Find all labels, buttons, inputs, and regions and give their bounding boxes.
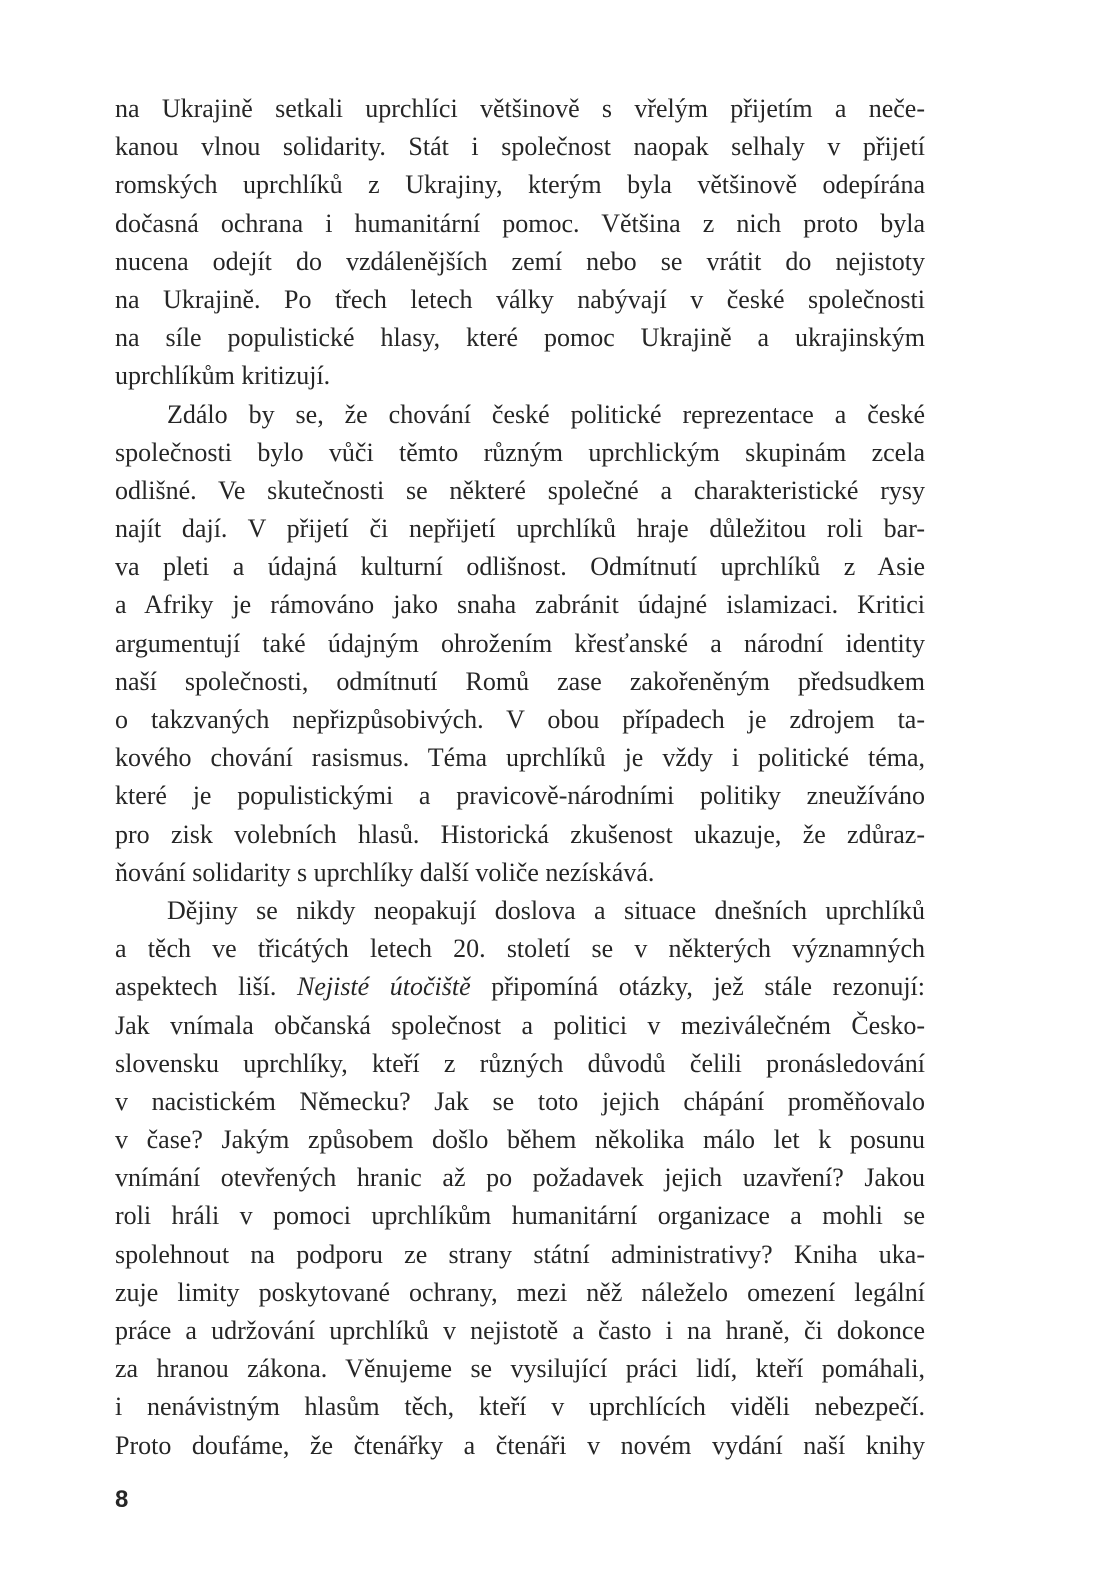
- text-line: najít dají. V přijetí či nepřijetí uprchlíků hraje důležitou roli bar-: [115, 514, 925, 544]
- text-line: argumentují také údajným ohrožením křesťanské a národní identity: [115, 628, 925, 658]
- text-line: pro zisk volebních hlasů. Historická zkušenost ukazuje, že zdůraz-: [115, 819, 925, 849]
- text-line: kanou vlnou solidarity. Stát i společnost naopak selhaly v přijetí: [115, 132, 925, 162]
- text-fragment: aspektech liší.: [115, 972, 297, 1002]
- body-text: [115, 90, 925, 1465]
- text-line: které je populistickými a pravicově-národními politiky zneužíváno: [115, 781, 925, 811]
- text-line: Jak vnímala občanská společnost a politici v meziválečném Česko-: [115, 1010, 925, 1040]
- text-line: za hranou zákona. Věnujeme se vysilující práci lidí, kteří pomáhali,: [115, 1354, 925, 1384]
- text-line: o takzvaných nepřizpůsobivých. V obou případech je zdrojem ta-: [115, 705, 925, 734]
- text-line: romských uprchlíků z Ukrajiny, kterým byla většinově odepírána: [115, 170, 925, 200]
- text-fragment: připomíná otázky, jež stále rezonují:: [470, 972, 925, 1002]
- text-line: uprchlíkům kritizují.: [115, 361, 331, 391]
- text-line: ňování solidarity s uprchlíky další voliče nezískává.: [115, 857, 655, 887]
- text-line: v nacistickém Německu? Jak se toto jejich chápání proměňovalo: [115, 1086, 925, 1116]
- text-line-with-title: [115, 968, 925, 1006]
- text-line: na Ukrajině setkali uprchlíci většinově s vřelým přijetím a neče-: [115, 94, 925, 123]
- text-line: v čase? Jakým způsobem došlo během několika málo let k posunu: [115, 1125, 925, 1155]
- text-line: společnosti bylo vůči těmto různým uprchlickým skupinám zcela: [115, 437, 925, 467]
- text-line: dočasná ochrana i humanitární pomoc. Většina z nich proto byla: [115, 208, 925, 238]
- text-line: roli hráli v pomoci uprchlíkům humanitární organizace a mohli se: [115, 1201, 925, 1231]
- text-line: Proto doufáme, že čtenářky a čtenáři v novém vydání naší knihy: [115, 1430, 925, 1460]
- text-line: na síle populistické hlasy, které pomoc Ukrajině a ukrajinským: [115, 323, 925, 353]
- text-line: kového chování rasismus. Téma uprchlíků je vždy i politické téma,: [115, 743, 925, 773]
- text-line: nucena odejít do vzdálenějších zemí nebo se vrátit do nejistoty: [115, 246, 925, 276]
- text-line: va pleti a údajná kulturní odlišnost. Odmítnutí uprchlíků z Asie: [115, 552, 925, 582]
- text-line: vnímání otevřených hranic až po požadavek jejich uzavření? Jakou: [115, 1163, 925, 1193]
- text-line: Dějiny se nikdy neopakují doslova a situace dnešních uprchlíků: [167, 895, 925, 925]
- text-line: práce a udržování uprchlíků v nejistotě a často i na hraně, či dokonce: [115, 1316, 925, 1345]
- text-line: spolehnout na podporu ze strany státní administrativy? Kniha uka-: [115, 1239, 925, 1269]
- text-line: a Afriky je rámováno jako snaha zabránit údajné islamizaci. Kritici: [115, 590, 925, 620]
- text-line: i nenávistným hlasům těch, kteří v uprchlících viděli nebezpečí.: [115, 1392, 925, 1422]
- text-line: na Ukrajině. Po třech letech války nabývají v české společnosti: [115, 284, 925, 314]
- text-line: slovensku uprchlíky, kteří z různých důvodů čelili pronásledování: [115, 1048, 925, 1078]
- text-line: odlišné. Ve skutečnosti se některé společné a charakteristické rysy: [115, 475, 925, 505]
- text-line: naší společnosti, odmítnutí Romů zase zakořeněným předsudkem: [115, 666, 925, 696]
- text-line: a těch ve třicátých letech 20. století se v některých významných: [115, 934, 925, 964]
- text-line: Zdálo by se, že chování české politické reprezentace a české: [167, 399, 925, 429]
- book-title-italic: Nejisté útočiště: [296, 972, 471, 1002]
- text-line: zuje limity poskytované ochrany, mezi něž náleželo omezení legální: [115, 1277, 925, 1307]
- page-number: 8: [115, 1486, 129, 1513]
